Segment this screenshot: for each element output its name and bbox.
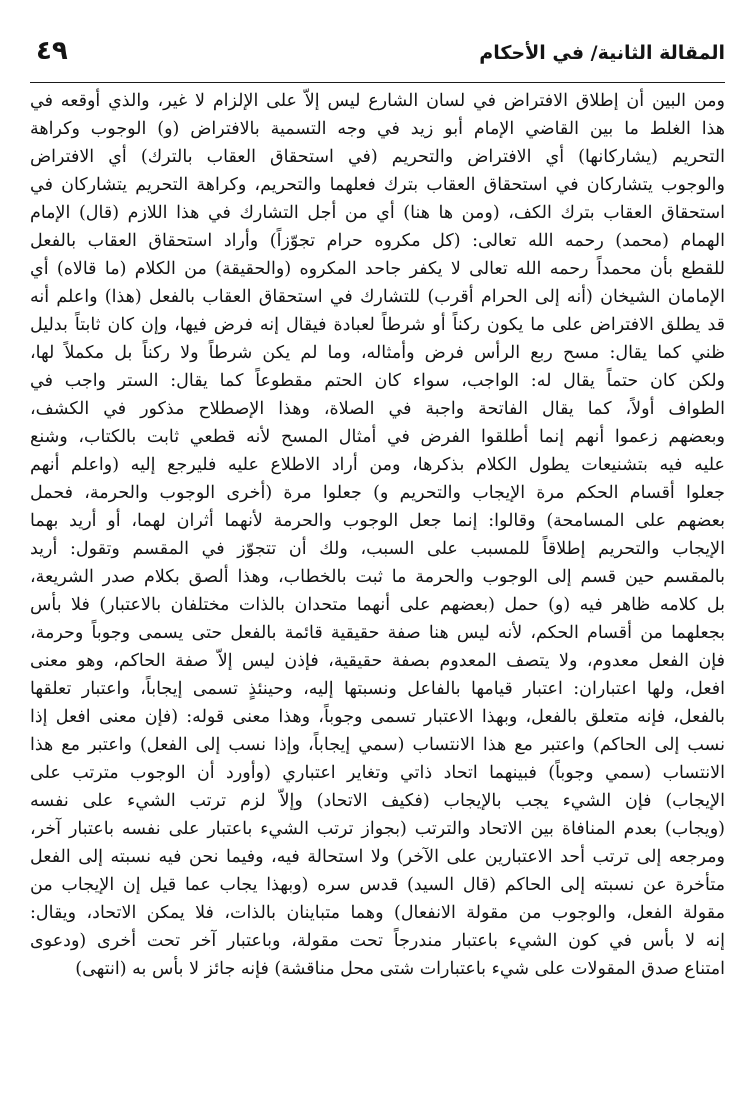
text-line: فإن الفعل معدوم، ولا يتصف المعدوم بصفة حقيقية، فإذن ليس إلاّ صفة الحاكم، وهو معنى	[30, 651, 725, 671]
text-line: هذا الغلط ما بين القاضي الإمام أبو زيد في وجه التسمية بالافتراض (و) الوجوب وكراهة	[30, 119, 725, 139]
page-number: ٤٩	[36, 36, 68, 66]
text-line: الإمامان الشيخان (أنه إلى الحرام أقرب) للتشارك في استحقاق العقاب بالفعل (هذا) واعلم أنه	[30, 287, 725, 307]
text-line: نسب إلى الحاكم) واعتبر مع هذا الانتساب (سمي إيجاباً، وإذا نسب إلى الفعل) واعتبر مع هذا	[30, 735, 725, 755]
text-line: بالفعل، فإنه متعلق بالفعل، وبهذا الاعتبار تسمى وجوباً، وهذا معنى قوله: (فإن معنى افعل إذا	[30, 707, 725, 727]
text-line: إنه لا بأس في كون الشيء باعتبار مندرجاً تحت مقولة، وباعتبار آخر تحت أخرى (ودعوى	[30, 931, 725, 951]
page-header	[30, 30, 725, 82]
text-line: قد يطلق الافتراض على ما يكون ركناً أو شرطاً لعبادة فيقال إنه فرض فيها، وإن كان ثابتاً بدليل	[30, 315, 725, 335]
text-line: الانتساب (سمي وجوباً) فبينهما اتحاد ذاتي وتغاير اعتباري (وأورد أن الوجوب مترتب على	[30, 763, 725, 783]
text-line: وبعضهم زعموا أنهم إنما أطلقوا الفرض في أمثال المسح لأنه قطعي ثابت بالكتاب، وشنع	[30, 427, 725, 447]
text-line: والوجوب يتشاركان في استحقاق العقاب بترك فعلهما والتحريم، وكراهة التحريم يتشاركان في	[30, 175, 725, 195]
header-rule	[30, 82, 725, 83]
text-line: التحريم (يشاركانها) أي الافتراض والتحريم (في استحقاق العقاب بالترك) أي الافتراض	[30, 147, 725, 167]
text-line: الإيجاب) فإن الشيء يجب بالإيجاب (فكيف الاتحاد) وإلاّ لزم ترتب الشيء على نفسه	[30, 791, 725, 811]
text-line: جعلوا أقسام الحكم مرة الإيجاب والتحريم و) جعلوا مرة (أخرى الوجوب والحرمة، فحمل	[30, 483, 725, 503]
text-line: افعل، ولها اعتباران: اعتبار قيامها بالفاعل ونسبتها إليه، وحينئذٍ تسمى إيجاباً، واعتبار تعلقها	[30, 679, 725, 699]
text-line: ومن البين أن إطلاق الافتراض في لسان الشارع ليس إلاّ على الإلزام لا غير، والذي أوقعه في	[30, 91, 725, 111]
text-line: بل كلامه ظاهر فيه (و) حمل (بعضهم على أنهما متحدان بالذات مختلفان بالاعتبار) فلا بأس	[30, 595, 725, 615]
running-title: المقالة الثانية/ في الأحكام	[479, 42, 725, 64]
text-line: استحقاق العقاب بترك الكف، (ومن ها هنا) أي من أجل التشارك في هذا اللازم (قال) الإمام	[30, 203, 725, 223]
text-line: (ويجاب) بعدم المنافاة بين الاتحاد والترتب (بجواز ترتب الشيء باعتبار على نفسه باعتبار آخر،	[30, 819, 725, 839]
text-line: الهمام (محمد) رحمه الله تعالى: (كل مكروه حرام تجوّزاً) وأراد استحقاق العقاب بالفعل	[30, 231, 725, 251]
text-line: ظني كما يقال: مسح ربع الرأس فرض وأمثاله، وما لم يكن شرطاً ولا ركناً بل مكملاً لها،	[30, 343, 725, 363]
text-line: بالمقسم حين قسم إلى الوجوب والحرمة ما ثبت بالخطاب، وهذا ألصق بكلام صدر الشريعة،	[30, 567, 725, 587]
text-line: الطواف أولاً، كما يقال الفاتحة واجبة في الصلاة، وهذا الإصطلاح مذكور في الكشف،	[30, 399, 725, 419]
text-line: بعضهم على المسامحة) وقالوا: إنما جعل الوجوب والحرمة لأنهما أثران لهما، أو أريد بهما	[30, 511, 725, 531]
text-line: متأخرة عن نسبته إلى الحاكم (قال السيد) قدس سره (وبهذا يجاب عما قيل إن الإيجاب من	[30, 875, 725, 895]
text-line: للقطع بأن محمداً رحمه الله تعالى لا يكفر جاحد المكروه (والحقيقة) من الكلام (ما قالاه) أي	[30, 259, 725, 279]
body-text	[30, 87, 725, 983]
text-line: بجعلهما من أقسام الحكم، لأنه ليس هنا صفة حقيقية قائمة بالفعل حتى يسمى وجوباً وحرمة،	[30, 623, 725, 643]
text-line: ولكن كان حتماً يقال له: الواجب، سواء كان الحتم مقطوعاً كما يقال: الستر واجب في	[30, 371, 725, 391]
text-line: عليه فيه بتشنيعات يطول الكلام بذكرها، ومن أراد الاطلاع عليه فليرجع إليه (واعلم أنهم	[30, 455, 725, 475]
text-line: امتناع صدق المقولات على شيء باعتبارات شتى محل مناقشة) فإنه جائز لا بأس به (انتهى)	[75, 959, 725, 979]
text-line: الإيجاب والتحريم إطلاقاً للمسبب على السبب، ولك أن تتجوّز في المقسم وتقول: أريد	[30, 539, 725, 559]
text-line: مقولة الفعل، والوجوب من مقولة الانفعال) وهما متباينان بالذات، فلا يمكن الاتحاد، ويقال:	[30, 903, 725, 923]
text-line: ومرجعه إلى ترتب أحد الاعتبارين على الآخر) ولا استحالة فيه، وفيما نحن فيه نسبته إلى الفعل	[30, 847, 725, 867]
